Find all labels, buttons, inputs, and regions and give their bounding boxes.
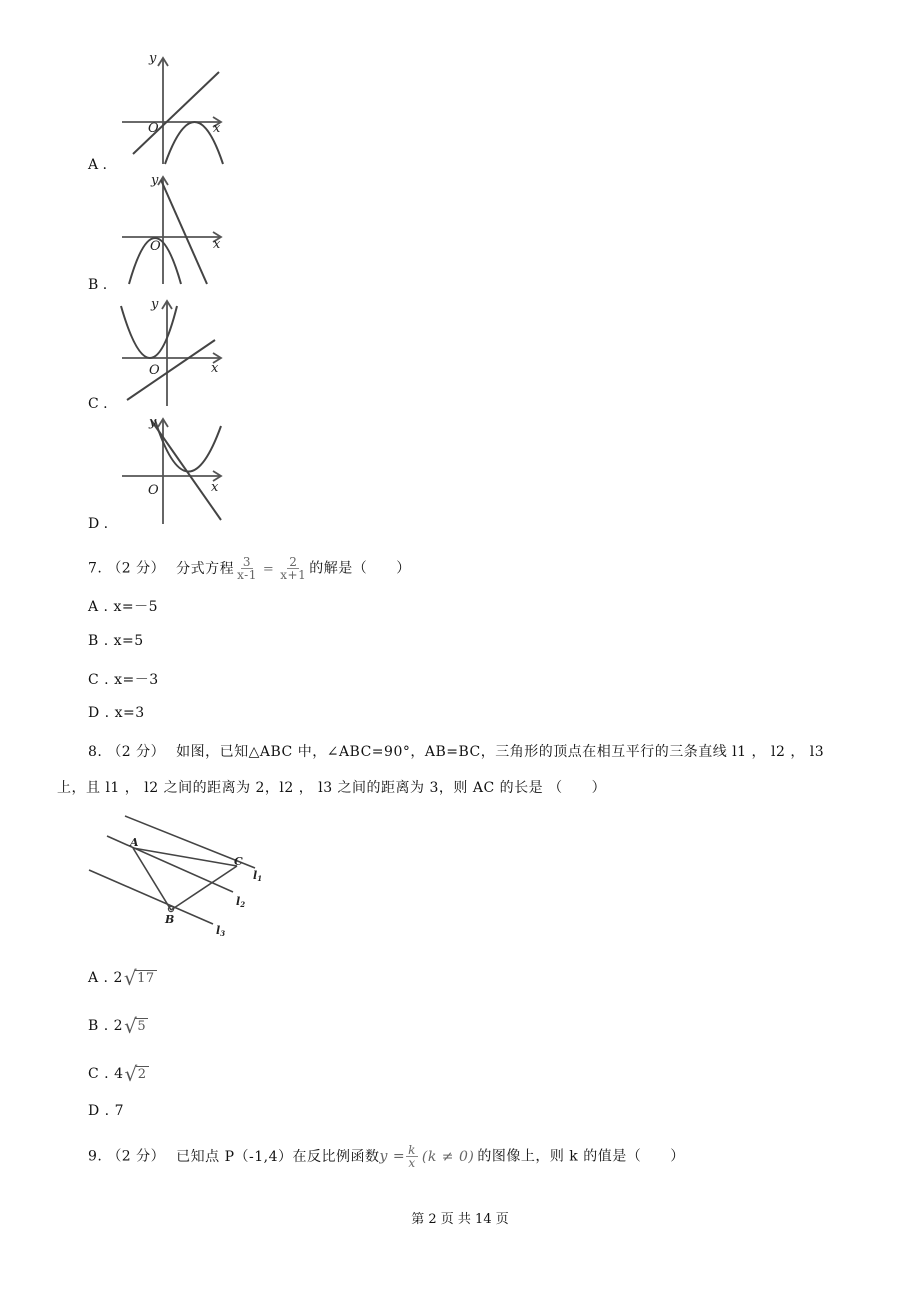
origin-label: O <box>148 483 159 498</box>
line-l3-label: l3 <box>216 924 226 938</box>
parallel-lines-figure <box>85 810 285 940</box>
question-score: （2 分） <box>107 744 166 760</box>
q7-option-c[interactable]: C . x=－3 <box>88 672 159 688</box>
question-8-line-1 <box>88 741 824 761</box>
parabola-graph <box>155 420 221 472</box>
q7-option-d[interactable]: D . x=3 <box>88 705 145 721</box>
y-axis-label: y <box>149 51 157 66</box>
option-a-label[interactable]: A . <box>88 157 108 173</box>
page-footer: 第 2 页 共 14 页 <box>411 1212 509 1227</box>
segment-ab <box>133 848 171 910</box>
function-fraction: $\frac{k}{x}$ <box>408 1143 416 1170</box>
q8-option-b[interactable]: B . 2√5 <box>88 1014 147 1038</box>
option-c-label[interactable]: C . <box>88 396 108 412</box>
line-l1-label: l1 <box>253 869 263 883</box>
question-text-tail: 的解是（ ） <box>309 560 411 577</box>
point-b-label: B <box>165 913 175 926</box>
question-9 <box>88 1144 685 1169</box>
x-axis-label: x <box>213 237 221 252</box>
origin-label: O <box>148 121 159 136</box>
line-graph <box>133 72 219 154</box>
question-number: 7. <box>88 560 103 577</box>
point-a-label: A <box>130 836 139 849</box>
function-condition: (k ≠ 0) <box>421 1148 475 1165</box>
segment-ac <box>133 848 237 866</box>
line-l2 <box>107 836 233 892</box>
question-number: 9. <box>88 1148 103 1165</box>
question-text-tail: 的图像上，则 k 的值是（ ） <box>477 1148 685 1165</box>
equals-sign: = <box>262 561 275 577</box>
x-axis-label: x <box>211 361 219 376</box>
y-axis-label: y <box>149 415 157 430</box>
sqrt-expression: √2 <box>124 1062 147 1086</box>
line-graph <box>161 180 207 284</box>
option-d-label[interactable]: D . <box>88 516 109 532</box>
origin-label: O <box>149 363 160 378</box>
x-axis-label: x <box>213 121 221 136</box>
option-b-label[interactable]: B . <box>88 277 108 293</box>
question-text: 分式方程 <box>176 560 235 577</box>
question-text: 如图，已知△ABC 中，∠ABC=90°，AB=BC，三角形的顶点在相互平行的三条直线 l1 ， l2 ， l3 <box>176 744 825 760</box>
y-axis-label: y <box>151 297 159 312</box>
point-c-label: C <box>234 855 243 868</box>
segment-bc <box>171 866 237 910</box>
function-lhs: y = <box>379 1148 406 1165</box>
q7-option-a[interactable]: A . x=－5 <box>88 599 159 615</box>
graph-option-b <box>115 172 235 292</box>
q8-option-c[interactable]: C . 4√2 <box>88 1062 147 1086</box>
q7-option-b[interactable]: B . x=5 <box>88 633 144 649</box>
fraction-right: $\frac{2}{x+1}$ <box>280 555 307 582</box>
graph-option-a <box>115 50 235 170</box>
line-graph <box>127 340 215 400</box>
sqrt-expression: √17 <box>123 966 155 990</box>
question-8-line-2: 上，且 l1 ， l2 之间的距离为 2，l2 ， l3 之间的距离为 3，则 AC 的长是 （ ） <box>57 780 607 796</box>
fraction-left: $\frac{3}{x-1}$ <box>237 555 257 582</box>
question-number: 8. <box>88 744 103 760</box>
line-l2-label: l2 <box>236 895 246 909</box>
line-graph <box>151 420 221 520</box>
q8-option-d[interactable]: D . 7 <box>88 1103 124 1119</box>
x-axis-label: x <box>211 480 219 495</box>
q8-option-a[interactable]: A . 2√17 <box>88 966 155 990</box>
parabola-graph <box>121 306 177 358</box>
graph-option-d <box>115 414 235 534</box>
origin-label: O <box>150 239 161 254</box>
y-axis-label: y <box>151 173 159 188</box>
question-score: （2 分） <box>107 1148 166 1165</box>
sqrt-expression: √5 <box>124 1014 147 1038</box>
question-7 <box>88 556 411 581</box>
graph-option-c <box>115 296 235 416</box>
question-score: （2 分） <box>107 560 166 577</box>
question-text: 已知点 P（-1,4）在反比例函数 <box>176 1148 380 1165</box>
